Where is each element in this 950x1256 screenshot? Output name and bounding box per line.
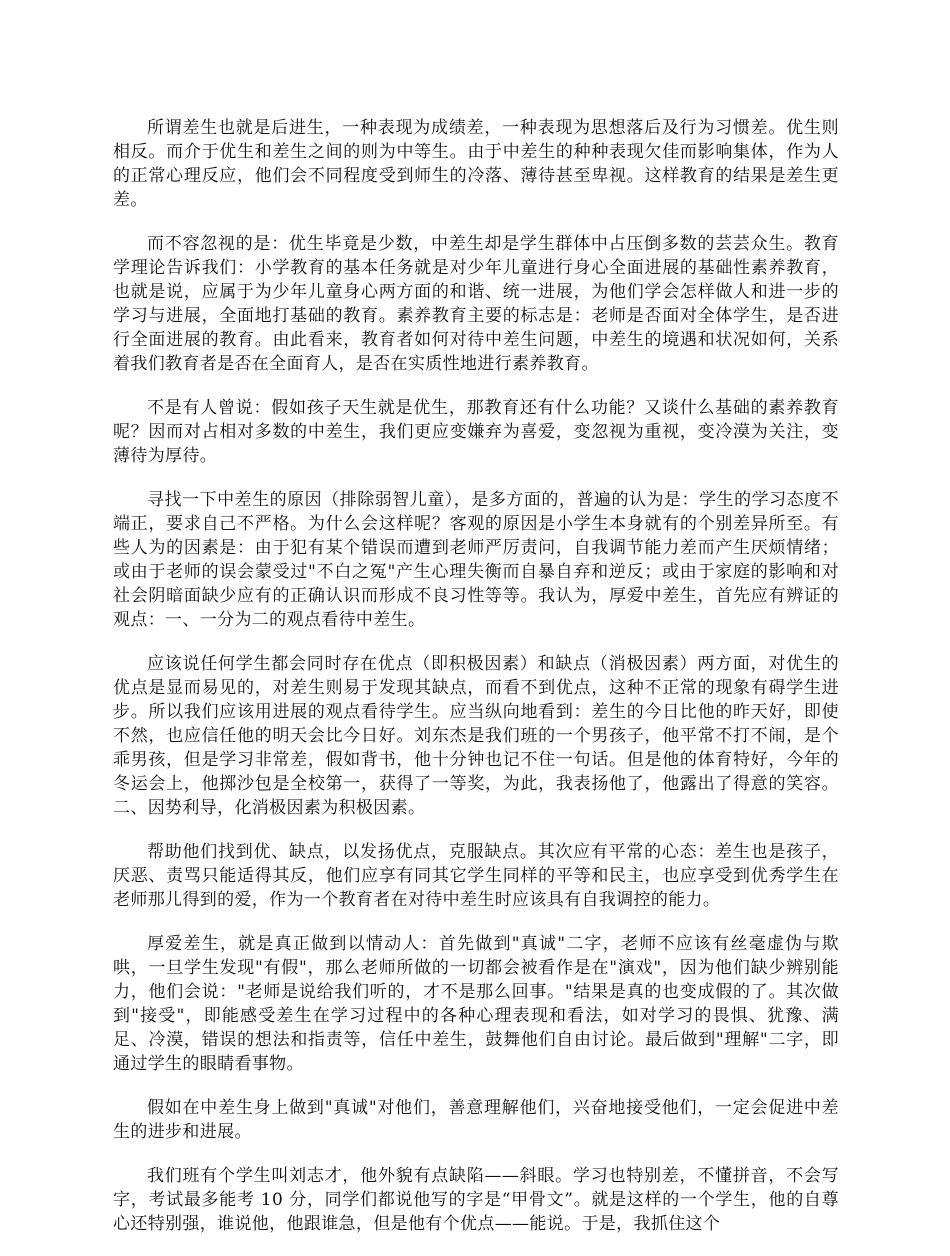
paragraph: 不是有人曾说：假如孩子天生就是优生，那教育还有什么功能？又谈什么基础的素养教育呢？因而对占相对多数的中差生，我们更应变嫌弃为喜爱，变忽视为重视，变冷漠为关注，变薄待为厚待。 (113, 398, 839, 466)
paragraph: 帮助他们找到优、缺点，以发扬优点，克服缺点。其次应有平常的心态：差生也是孩子，厌恶、责骂只能适得其反，他们应享有同其它学生同样的平等和民主，也应享受到优秀学生在老师那儿得到的爱，作为一个教育者在对待中差生时应该具有自我调控的能力。 (113, 842, 839, 910)
paragraph: 厚爱差生，就是真正做到以情动人：首先做到"真诚"二字，老师不应该有丝毫虚伪与欺哄，一旦学生发现"有假"，那么老师所做的一切都会被看作是在"演戏"，因为他们缺少辨别能力，他们会说："老师是说给我们听的，才不是那么回事。"结果是真的也变成假的了。其次做到"接受"，即能感受差生在学习过程中的各种心理表现和看法，如对学习的畏惧、犹豫、满足、冷漠，错误的想法和指责等，信任中差生，鼓舞他们自由讨论。最后做到"理解"二字，即通过学生的眼睛看事物。 (113, 934, 839, 1074)
paragraph: 寻找一下中差生的原因（排除弱智儿童），是多方面的，普遍的认为是：学生的学习态度不端正，要求自己不严格。为什么会这样呢？客观的原因是小学生本身就有的个别差异所至。有些人为的因素是：由于犯有某个错误而遭到老师严厉责问，自我调节能力差而产生厌烦情绪；或由于老师的误会蒙受过"不白之冤"产生心理失衡而自暴自弃和逆反；或由于家庭的影响和对社会阴暗面缺少应有的正确认识而形成不良习性等等。我认为，厚爱中差生，首先应有辨证的观点：一、一分为二的观点看待中差生。 (113, 490, 839, 630)
document-body (113, 116, 839, 1256)
paragraph: 应该说任何学生都会同时存在优点（即积极因素）和缺点（消极因素）两方面，对优生的优点是显而易见的，对差生则易于发现其缺点，而看不到优点，这种不正常的现象有碍学生进步。所以我们应该用进展的观点看待学生。应当纵向地看到：差生的今日比他的昨天好，即使不然，也应信任他的明天会比今日好。刘东杰是我们班的一个男孩子，他平常不打不闹，是个乖男孩，但是学习非常差，假如背书，他十分钟也记不住一句话。但是他的体育特好，今年的冬运会上，他掷沙包是全校第一，获得了一等奖，为此，我表扬他了，他露出了得意的笑容。二、因势利导，化消极因素为积极因素。 (113, 654, 839, 818)
paragraph: 我们班有个学生叫刘志才，他外貌有点缺陷——斜眼。学习也特别差，不懂拼音，不会写字，考试最多能考 10 分，同学们都说他写的字是“甲骨文”。就是这样的一个学生，他的自尊心还特别强，谁说他，他跟谁急，但是他有个优点——能说。于是，我抓住这个 (113, 1166, 839, 1234)
paragraph: 所谓差生也就是后进生，一种表现为成绩差，一种表现为思想落后及行为习惯差。优生则相反。而介于优生和差生之间的则为中等生。由于中差生的种种表现欠佳而影响集体，作为人的正常心理反应，他们会不同程度受到师生的冷落、薄待甚至卑视。这样教育的结果是差生更差。 (113, 118, 839, 210)
paragraph: 而不容忽视的是：优生毕竟是少数，中差生却是学生群体中占压倒多数的芸芸众生。教育学理论告诉我们：小学教育的基本任务就是对少年儿童进行身心全面进展的基础性素养教育，也就是说，应属于为少年儿童身心两方面的和谐、统一进展，为他们学会怎样做人和进一步的学习与进展，全面地打基础的教育。素养教育主要的标志是：老师是否面对全体学生，是否进行全面进展的教育。由此看来，教育者如何对待中差生问题，中差生的境遇和状况如何，关系着我们教育者是否在全面育人，是否在实质性地进行素养教育。 (113, 234, 839, 374)
paragraph: 假如在中差生身上做到"真诚"对他们，善意理解他们，兴奋地接受他们，一定会促进中差生的进步和进展。 (113, 1098, 839, 1142)
